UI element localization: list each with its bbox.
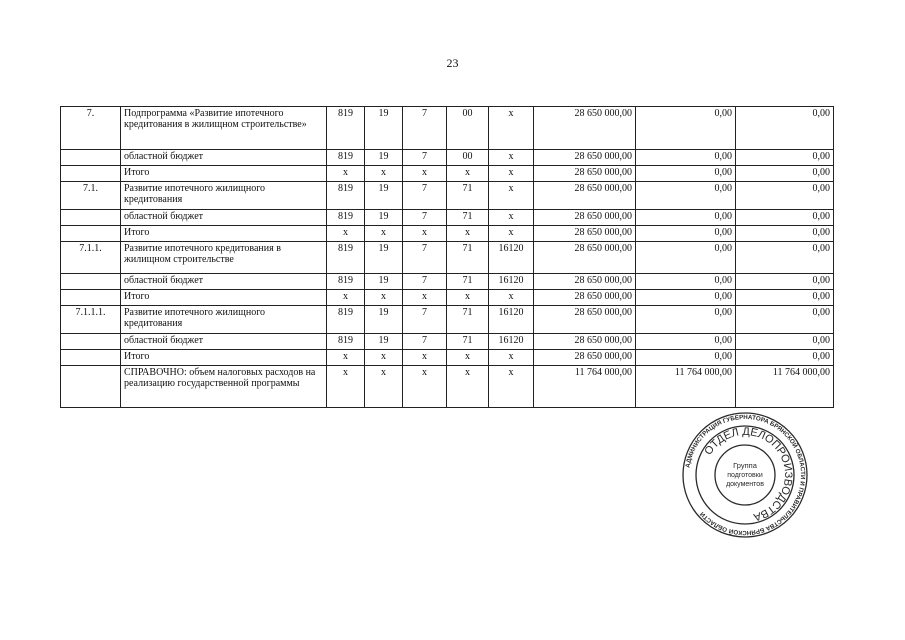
amount-cell-3: 0,00 — [736, 210, 834, 226]
amount-cell-2: 0,00 — [636, 290, 736, 306]
amount-cell-3: 0,00 — [736, 150, 834, 166]
amount-cell-3: 0,00 — [736, 350, 834, 366]
code-cell-3: 7 — [403, 306, 447, 334]
code-cell-2: 19 — [365, 274, 403, 290]
code-cell-2: х — [365, 290, 403, 306]
code-cell-2: х — [365, 366, 403, 408]
row-number-cell — [61, 150, 121, 166]
code-cell-1: 819 — [327, 107, 365, 150]
table-row — [61, 274, 834, 290]
budget-table — [60, 106, 834, 408]
code-cell-5: х — [489, 210, 534, 226]
code-cell-4: 00 — [447, 150, 489, 166]
code-cell-1: х — [327, 290, 365, 306]
amount-cell-2: 11 764 000,00 — [636, 366, 736, 408]
code-cell-2: х — [365, 226, 403, 242]
code-cell-5: х — [489, 182, 534, 210]
amount-cell-1: 28 650 000,00 — [534, 210, 636, 226]
code-cell-5: 16120 — [489, 274, 534, 290]
row-number-cell — [61, 166, 121, 182]
row-number-cell — [61, 334, 121, 350]
code-cell-1: х — [327, 350, 365, 366]
amount-cell-2: 0,00 — [636, 350, 736, 366]
code-cell-4: х — [447, 226, 489, 242]
code-cell-5: х — [489, 350, 534, 366]
code-cell-5: х — [489, 150, 534, 166]
amount-cell-3: 0,00 — [736, 274, 834, 290]
amount-cell-1: 28 650 000,00 — [534, 306, 636, 334]
amount-cell-1: 11 764 000,00 — [534, 366, 636, 408]
amount-cell-3: 0,00 — [736, 107, 834, 150]
amount-cell-1: 28 650 000,00 — [534, 166, 636, 182]
row-number-cell: 7.1.1.1. — [61, 306, 121, 334]
amount-cell-1: 28 650 000,00 — [534, 290, 636, 306]
table-row — [61, 226, 834, 242]
row-name-cell: Итого — [121, 290, 327, 306]
code-cell-1: 819 — [327, 306, 365, 334]
code-cell-4: 71 — [447, 306, 489, 334]
table-row — [61, 306, 834, 334]
row-number-cell — [61, 350, 121, 366]
code-cell-3: 7 — [403, 182, 447, 210]
row-name-cell: Развитие ипотечного жилищного кредитования — [121, 306, 327, 334]
code-cell-3: х — [403, 366, 447, 408]
code-cell-1: х — [327, 166, 365, 182]
amount-cell-1: 28 650 000,00 — [534, 150, 636, 166]
amount-cell-2: 0,00 — [636, 150, 736, 166]
amount-cell-2: 0,00 — [636, 107, 736, 150]
amount-cell-2: 0,00 — [636, 334, 736, 350]
code-cell-3: 7 — [403, 274, 447, 290]
row-name-cell: областной бюджет — [121, 210, 327, 226]
row-name-cell: Развитие ипотечного кредитования в жилищном строительстве — [121, 242, 327, 274]
amount-cell-2: 0,00 — [636, 274, 736, 290]
code-cell-4: 00 — [447, 107, 489, 150]
table-row — [61, 334, 834, 350]
amount-cell-3: 11 764 000,00 — [736, 366, 834, 408]
row-number-cell: 7. — [61, 107, 121, 150]
table-row — [61, 210, 834, 226]
code-cell-5: х — [489, 166, 534, 182]
code-cell-1: 819 — [327, 182, 365, 210]
stamp-ring-text: ОТДЕЛ ДЕЛОПРОИЗВОДСТВА — [702, 425, 795, 523]
code-cell-2: 19 — [365, 334, 403, 350]
amount-cell-1: 28 650 000,00 — [534, 226, 636, 242]
code-cell-1: 819 — [327, 210, 365, 226]
code-cell-1: 819 — [327, 334, 365, 350]
code-cell-4: 71 — [447, 334, 489, 350]
amount-cell-1: 28 650 000,00 — [534, 274, 636, 290]
code-cell-4: 71 — [447, 182, 489, 210]
row-number-cell — [61, 274, 121, 290]
table-row — [61, 182, 834, 210]
amount-cell-1: 28 650 000,00 — [534, 242, 636, 274]
code-cell-3: 7 — [403, 210, 447, 226]
amount-cell-2: 0,00 — [636, 306, 736, 334]
code-cell-2: 19 — [365, 306, 403, 334]
code-cell-5: х — [489, 290, 534, 306]
row-name-cell: СПРАВОЧНО: объем налоговых расходов на реализацию государственной программы — [121, 366, 327, 408]
code-cell-3: х — [403, 166, 447, 182]
amount-cell-3: 0,00 — [736, 166, 834, 182]
row-number-cell — [61, 226, 121, 242]
amount-cell-3: 0,00 — [736, 290, 834, 306]
amount-cell-3: 0,00 — [736, 334, 834, 350]
table-row — [61, 366, 834, 408]
code-cell-2: 19 — [365, 210, 403, 226]
row-name-cell: областной бюджет — [121, 150, 327, 166]
code-cell-4: 71 — [447, 274, 489, 290]
amount-cell-2: 0,00 — [636, 182, 736, 210]
amount-cell-2: 0,00 — [636, 242, 736, 274]
amount-cell-3: 0,00 — [736, 226, 834, 242]
row-number-cell: 7.1. — [61, 182, 121, 210]
row-number-cell — [61, 290, 121, 306]
code-cell-3: 7 — [403, 334, 447, 350]
code-cell-1: х — [327, 366, 365, 408]
code-cell-5: х — [489, 107, 534, 150]
code-cell-4: х — [447, 350, 489, 366]
stamp-center-line-2: подготовки — [727, 472, 763, 479]
code-cell-1: 819 — [327, 274, 365, 290]
row-number-cell — [61, 366, 121, 408]
code-cell-5: 16120 — [489, 242, 534, 274]
code-cell-5: х — [489, 226, 534, 242]
table-row — [61, 290, 834, 306]
code-cell-5: х — [489, 366, 534, 408]
amount-cell-3: 0,00 — [736, 306, 834, 334]
organization-stamp — [680, 410, 810, 540]
amount-cell-3: 0,00 — [736, 182, 834, 210]
code-cell-3: х — [403, 350, 447, 366]
amount-cell-1: 28 650 000,00 — [534, 350, 636, 366]
code-cell-2: 19 — [365, 150, 403, 166]
code-cell-2: х — [365, 166, 403, 182]
code-cell-2: 19 — [365, 242, 403, 274]
row-name-cell: областной бюджет — [121, 274, 327, 290]
table-row — [61, 166, 834, 182]
amount-cell-2: 0,00 — [636, 210, 736, 226]
row-name-cell: Итого — [121, 226, 327, 242]
row-number-cell — [61, 210, 121, 226]
stamp-outer-text: АДМИНИСТРАЦИЯ ГУБЕРНАТОРА БРЯНСКОЙ ОБЛАСТИ И ПРАВИТЕЛЬСТВА БРЯНСКОЙ ОБЛАСТИ — [684, 413, 807, 537]
row-name-cell: Итого — [121, 350, 327, 366]
code-cell-3: 7 — [403, 150, 447, 166]
code-cell-4: 71 — [447, 210, 489, 226]
table-row — [61, 242, 834, 274]
stamp-center-line-3: документов — [726, 481, 764, 488]
table-row — [61, 107, 834, 150]
code-cell-2: 19 — [365, 107, 403, 150]
code-cell-4: 71 — [447, 242, 489, 274]
code-cell-1: 819 — [327, 242, 365, 274]
amount-cell-1: 28 650 000,00 — [534, 107, 636, 150]
row-name-cell: областной бюджет — [121, 334, 327, 350]
amount-cell-2: 0,00 — [636, 166, 736, 182]
amount-cell-1: 28 650 000,00 — [534, 182, 636, 210]
code-cell-5: 16120 — [489, 306, 534, 334]
amount-cell-3: 0,00 — [736, 242, 834, 274]
code-cell-4: х — [447, 290, 489, 306]
row-name-cell: Итого — [121, 166, 327, 182]
code-cell-3: 7 — [403, 107, 447, 150]
amount-cell-2: 0,00 — [636, 226, 736, 242]
code-cell-3: 7 — [403, 242, 447, 274]
row-number-cell: 7.1.1. — [61, 242, 121, 274]
code-cell-3: х — [403, 290, 447, 306]
code-cell-1: 819 — [327, 150, 365, 166]
code-cell-4: х — [447, 366, 489, 408]
page-number: 23 — [446, 56, 459, 70]
row-name-cell: Подпрограмма «Развитие ипотечного кредитования в жилищном строительстве» — [121, 107, 327, 150]
code-cell-4: х — [447, 166, 489, 182]
code-cell-3: х — [403, 226, 447, 242]
table-row — [61, 350, 834, 366]
amount-cell-1: 28 650 000,00 — [534, 334, 636, 350]
code-cell-5: 16120 — [489, 334, 534, 350]
stamp-center-line-1: Группа — [733, 461, 757, 470]
code-cell-1: х — [327, 226, 365, 242]
table-row — [61, 150, 834, 166]
code-cell-2: 19 — [365, 182, 403, 210]
code-cell-2: х — [365, 350, 403, 366]
row-name-cell: Развитие ипотечного жилищного кредитования — [121, 182, 327, 210]
